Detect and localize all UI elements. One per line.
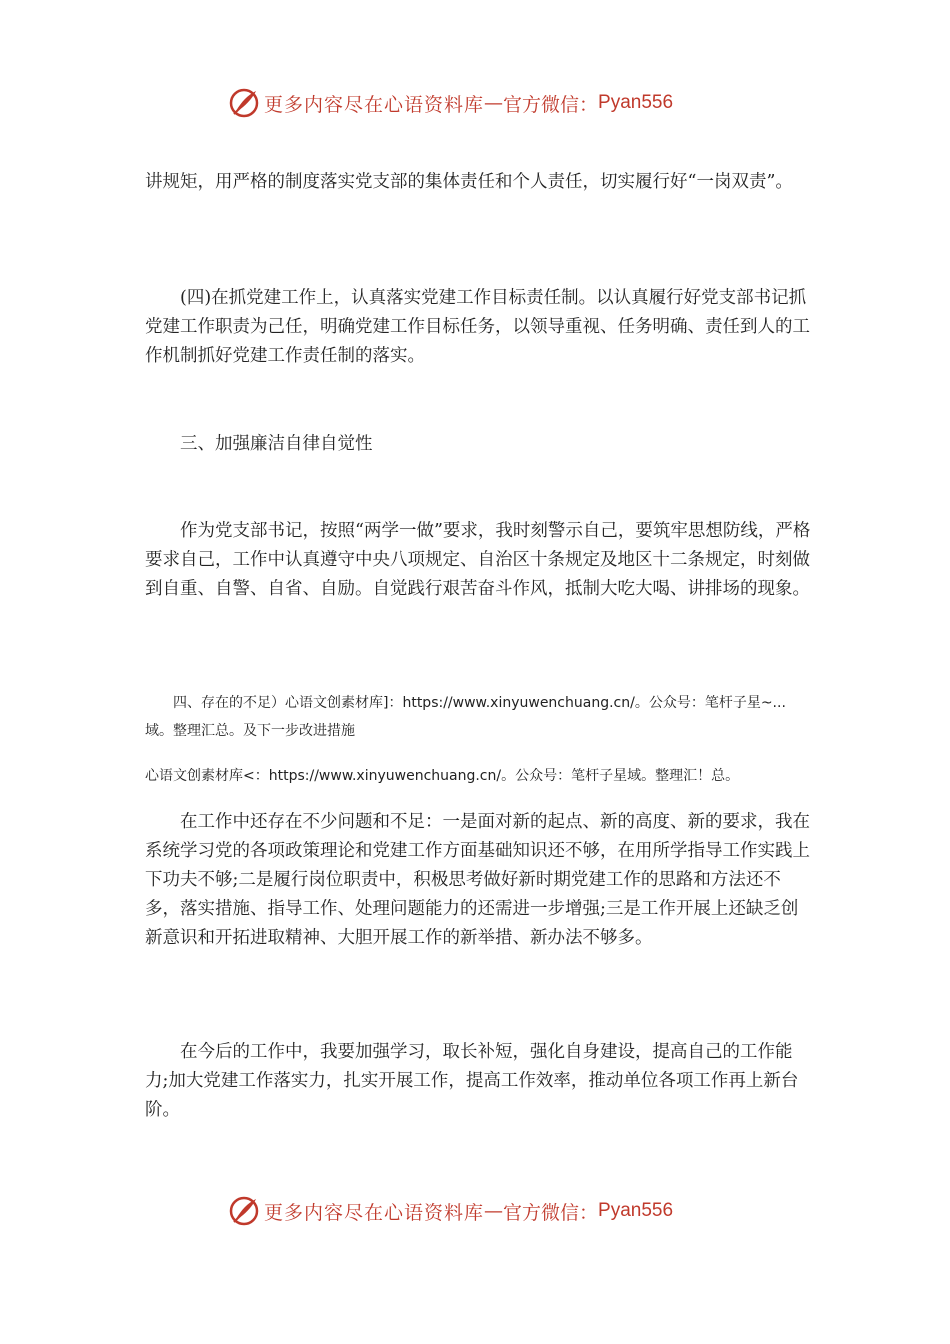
footer-banner-dash: — — [484, 1200, 504, 1222]
paragraph-6: 在工作中还存在不少问题和不足：一是面对新的起点、新的高度、新的要求，我在系统学习党的各项政策理论和党建工作方面基础知识还不够，在用所学指导工作实践上下功夫不够;二是履行岗位职责中，积极思考做好新时期党建工作的思路和方法还不多，落实措施、指导工作、处理问题能力的还需进一步增强;三是工作开展上还缺乏创新意识和开拓进取精神、大胆开展工作的新举措、新办法不够多。 — [145, 812, 810, 948]
paragraph-1: 讲规矩，用严格的制度落实党支部的集体责任和个人责任，切实履行好“一岗双责”。 — [145, 172, 793, 192]
paragraph-7: 在今后的工作中，我要加强学习，取长补短，强化自身建设，提高自己的工作能力;加大党建工作落实力，扎实开展工作，提高工作效率，推动单位各项工作再上新台阶。 — [145, 1042, 799, 1120]
footer-banner-wechat-id: Pyan556 — [598, 1200, 674, 1221]
banner-wechat-id: Pyan556 — [598, 92, 674, 113]
banner-main-text: 更多内容尽在心语资料库 — [264, 93, 485, 116]
banner-dash: — — [484, 92, 504, 114]
section-heading-3: 三、加强廉洁自律自觉性 — [145, 434, 373, 454]
feather-pen-logo-icon — [228, 87, 260, 119]
paragraph-2: (四)在抓党建工作上，认真落实党建工作目标责任制。以认真履行好党支部书记抓党建工作职责为己任，明确党建工作目标任务，以领导重视、任务明确、责任到人的工作机制抓好党建工作责任制的落实。 — [145, 288, 810, 366]
feather-pen-logo-icon — [228, 1195, 260, 1227]
footer-banner-main-text: 更多内容尽在心语资料库 — [264, 1201, 485, 1224]
header-banner — [228, 86, 673, 120]
paragraph-4-with-link: 四、存在的不足）心语文创素材库]：https://www.xinyuwenchuang.cn/。公众号：笔杆子星~...域。整理汇总。及下一步改进措施 — [145, 695, 786, 739]
footer-banner-label: 官方微信： — [503, 1201, 599, 1224]
footer-banner — [228, 1194, 673, 1228]
banner-label: 官方微信： — [503, 93, 599, 116]
paragraph-5-with-link: 心语文创素材库<：https://www.xinyuwenchuang.cn/。公众号：笔杆子星域。整理汇！总。 — [145, 768, 740, 784]
paragraph-3: 作为党支部书记，按照“两学一做”要求，我时刻警示自己，要筑牢思想防线，严格要求自己，工作中认真遵守中央八项规定、自治区十条规定及地区十二条规定，时刻做到自重、自警、自省、自励。自觉践行艰苦奋斗作风，抵制大吃大喝、讲排场的现象。 — [145, 521, 811, 599]
